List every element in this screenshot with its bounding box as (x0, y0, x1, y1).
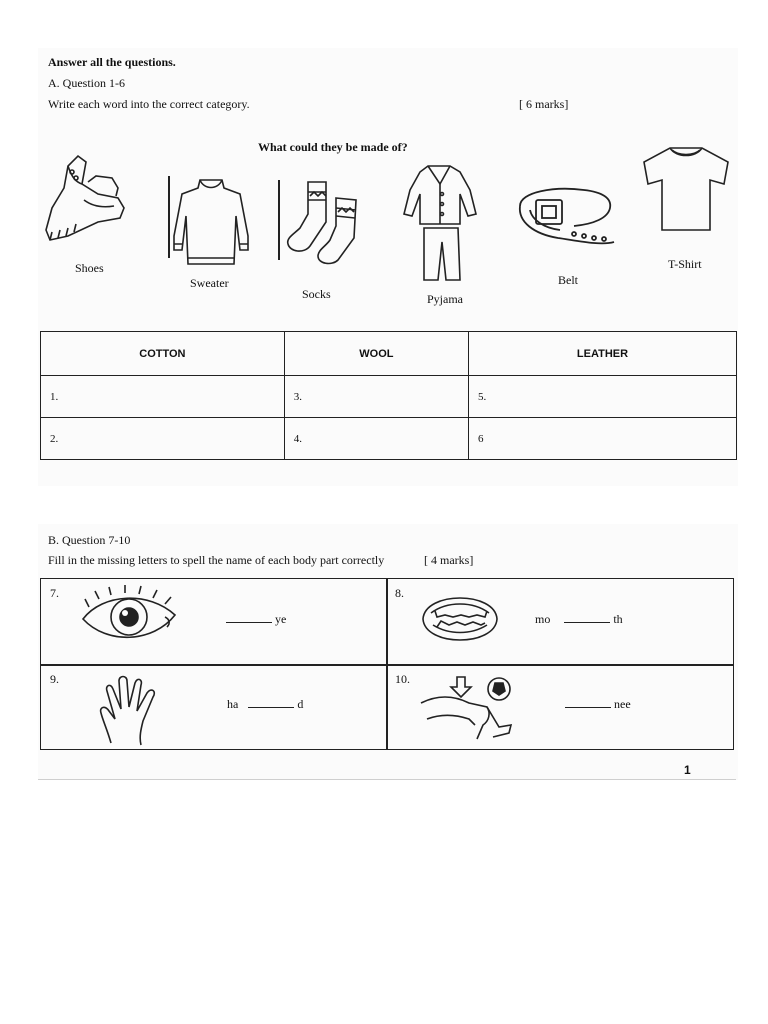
body-parts-grid (40, 578, 734, 750)
instruction-heading: Answer all the questions. (48, 55, 176, 69)
header-cotton: COTTON (41, 332, 285, 376)
footer-rule (38, 779, 736, 780)
table-row (41, 418, 737, 460)
item-label-pyjama: Pyjama (427, 292, 463, 306)
section-a-marks: [ 6 marks] (519, 97, 569, 111)
hand-icon (97, 673, 161, 747)
word-start: ha (227, 697, 239, 711)
question-number: 10. (395, 672, 410, 686)
answer-blank[interactable] (226, 610, 272, 623)
eye-icon (79, 585, 179, 649)
category-table (40, 331, 737, 460)
socks-icon (280, 178, 366, 268)
answer-blank[interactable] (248, 695, 294, 708)
item-label-shoes: Shoes (75, 261, 104, 275)
question-number: 9. (50, 672, 59, 686)
answer-cell[interactable]: 2. (41, 418, 285, 460)
question-answer-line (562, 695, 631, 712)
answer-cell[interactable]: 6 (469, 418, 737, 460)
question-number: 7. (50, 586, 59, 600)
word-start: mo (535, 612, 551, 626)
page-number: 1 (684, 763, 691, 777)
answer-cell[interactable]: 4. (284, 418, 468, 460)
answer-blank[interactable] (564, 610, 610, 623)
mouth-icon (419, 585, 501, 651)
word-ending: ye (275, 612, 287, 626)
section-a-task: Write each word into the correct category. (48, 97, 250, 111)
grid-divider (41, 664, 733, 666)
question-answer-line (223, 610, 286, 627)
question-number: 8. (395, 586, 404, 600)
word-ending: nee (614, 697, 631, 711)
section-b-title: B. Question 7-10 (48, 533, 131, 547)
header-wool: WOOL (284, 332, 468, 376)
header-leather: LEATHER (469, 332, 737, 376)
answer-cell[interactable]: 5. (469, 376, 737, 418)
pictures-heading: What could they be made of? (258, 140, 408, 154)
item-label-tshirt: T-Shirt (668, 257, 702, 271)
section-b-marks: [ 4 marks] (424, 553, 474, 567)
table-header-row (41, 332, 737, 376)
item-label-socks: Socks (302, 287, 331, 301)
answer-cell[interactable]: 3. (284, 376, 468, 418)
question-answer-line (227, 695, 303, 712)
table-row (41, 376, 737, 418)
belt-icon (514, 184, 616, 254)
knee-icon (417, 669, 517, 745)
answer-cell[interactable]: 1. (41, 376, 285, 418)
shoe-icon (38, 148, 130, 248)
word-ending: d (297, 697, 304, 711)
section-a-title: A. Question 1-6 (48, 76, 125, 90)
section-b-task: Fill in the missing letters to spell the name of each body part correctly (48, 553, 385, 567)
pyjama-icon (400, 162, 480, 284)
tshirt-icon (640, 142, 732, 234)
item-label-sweater: Sweater (190, 276, 229, 290)
question-answer-line (535, 610, 623, 627)
answer-blank[interactable] (565, 695, 611, 708)
word-ending: th (613, 612, 623, 626)
sweater-icon (170, 176, 252, 268)
item-label-belt: Belt (558, 273, 578, 287)
